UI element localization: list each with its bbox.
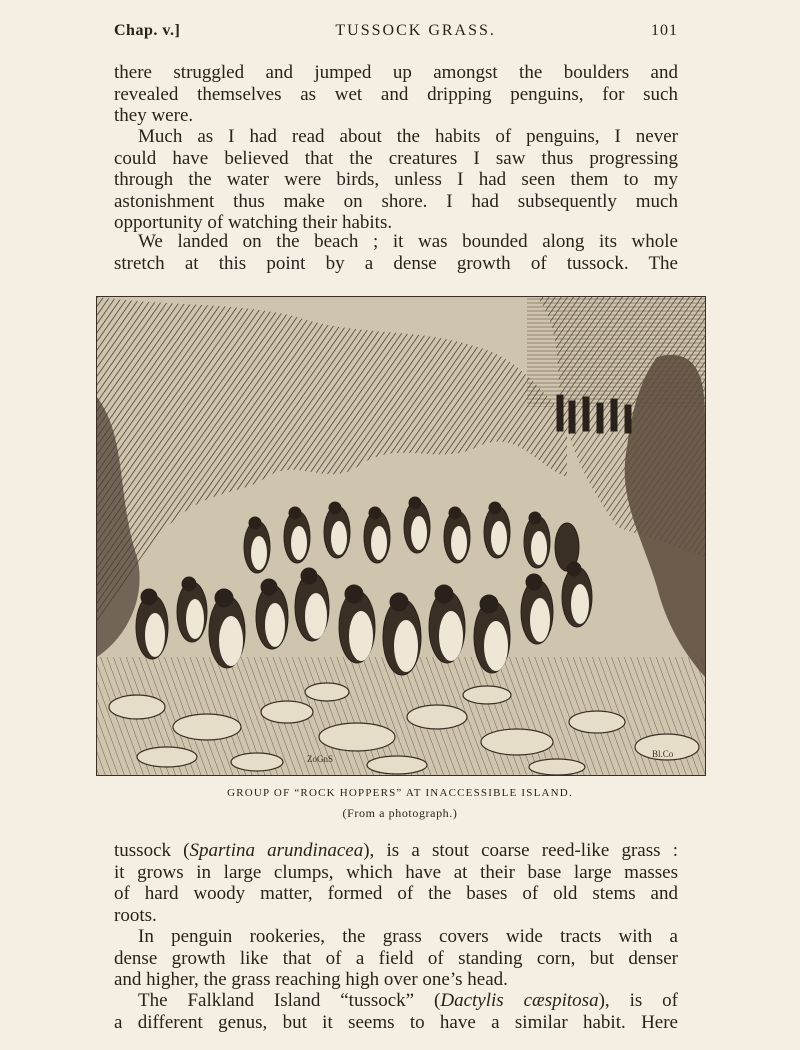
text-line: revealed themselves as wet and dripping penguins, for such xyxy=(114,83,678,105)
text-line: We landed on the beach ; it was bounded along its whole xyxy=(138,231,678,252)
text-run: The Falkland Island “tussock” ( xyxy=(138,990,441,1011)
text-line: opportunity of watching their habits. xyxy=(114,212,393,234)
text-line: it grows in large clumps, which have at their base large masses xyxy=(114,861,678,883)
page-number: 101 xyxy=(651,22,678,39)
penguin-colony-illustration xyxy=(97,297,705,775)
paragraph-continued xyxy=(114,62,678,127)
text-line: astonishment thus make on shore. I had subsequently much xyxy=(114,190,678,212)
text-line: they were. xyxy=(114,105,194,127)
text-line: there struggled and jumped up amongst the boulders and xyxy=(114,62,678,83)
text-line: and higher, the grass reaching high over one’s head. xyxy=(114,969,508,991)
text-line: could have believed that the creatures I saw thus progressing xyxy=(114,147,678,169)
engraver-signature-left: ZoGnS xyxy=(307,754,334,764)
text-line: dense growth like that of a field of standing corn, but denser xyxy=(114,947,678,969)
species-name: Spartina arundinacea xyxy=(189,840,364,861)
paragraph-landed xyxy=(114,231,678,274)
paragraph-rookeries xyxy=(114,926,678,991)
text-line: roots. xyxy=(114,904,157,926)
text-line: Much as I had read about the habits of penguins, I never xyxy=(138,126,678,147)
text-line: of hard woody matter, formed of the bases of old stems and xyxy=(114,883,678,905)
species-name: Dactylis cæspitosa xyxy=(440,990,599,1011)
text-line: In penguin rookeries, the grass covers wide tracts with a xyxy=(138,926,678,947)
paragraph-penguin-habits xyxy=(114,126,678,234)
chapter-label: Chap. v.] xyxy=(114,22,181,39)
running-header xyxy=(114,22,678,44)
text-run: ), is of xyxy=(598,990,679,1011)
running-title: TUSSOCK GRASS. xyxy=(335,22,496,39)
figure-subcaption: (From a photograph.) xyxy=(342,806,458,820)
figure-caption: GROUP OF “ROCK HOPPERS” AT INACCESSIBLE ISLAND. xyxy=(227,787,573,799)
text-line: stretch at this point by a dense growth of tussock. The xyxy=(114,252,678,274)
text-line: a different genus, but it seems to have a similar habit. Here xyxy=(114,1011,678,1033)
paragraph-falkland xyxy=(114,990,678,1033)
text-run: ), is a stout coarse reed-like grass : xyxy=(363,840,678,861)
paragraph-spartina xyxy=(114,840,678,926)
text-line xyxy=(114,840,678,862)
text-run: tussock ( xyxy=(114,840,190,861)
engraving-rock-hoppers xyxy=(96,296,706,776)
text-line: through the water were birds, unless I had seen them to my xyxy=(114,169,678,191)
engraver-signature-right: Bl.Co xyxy=(652,749,674,759)
text-line xyxy=(114,990,678,1012)
